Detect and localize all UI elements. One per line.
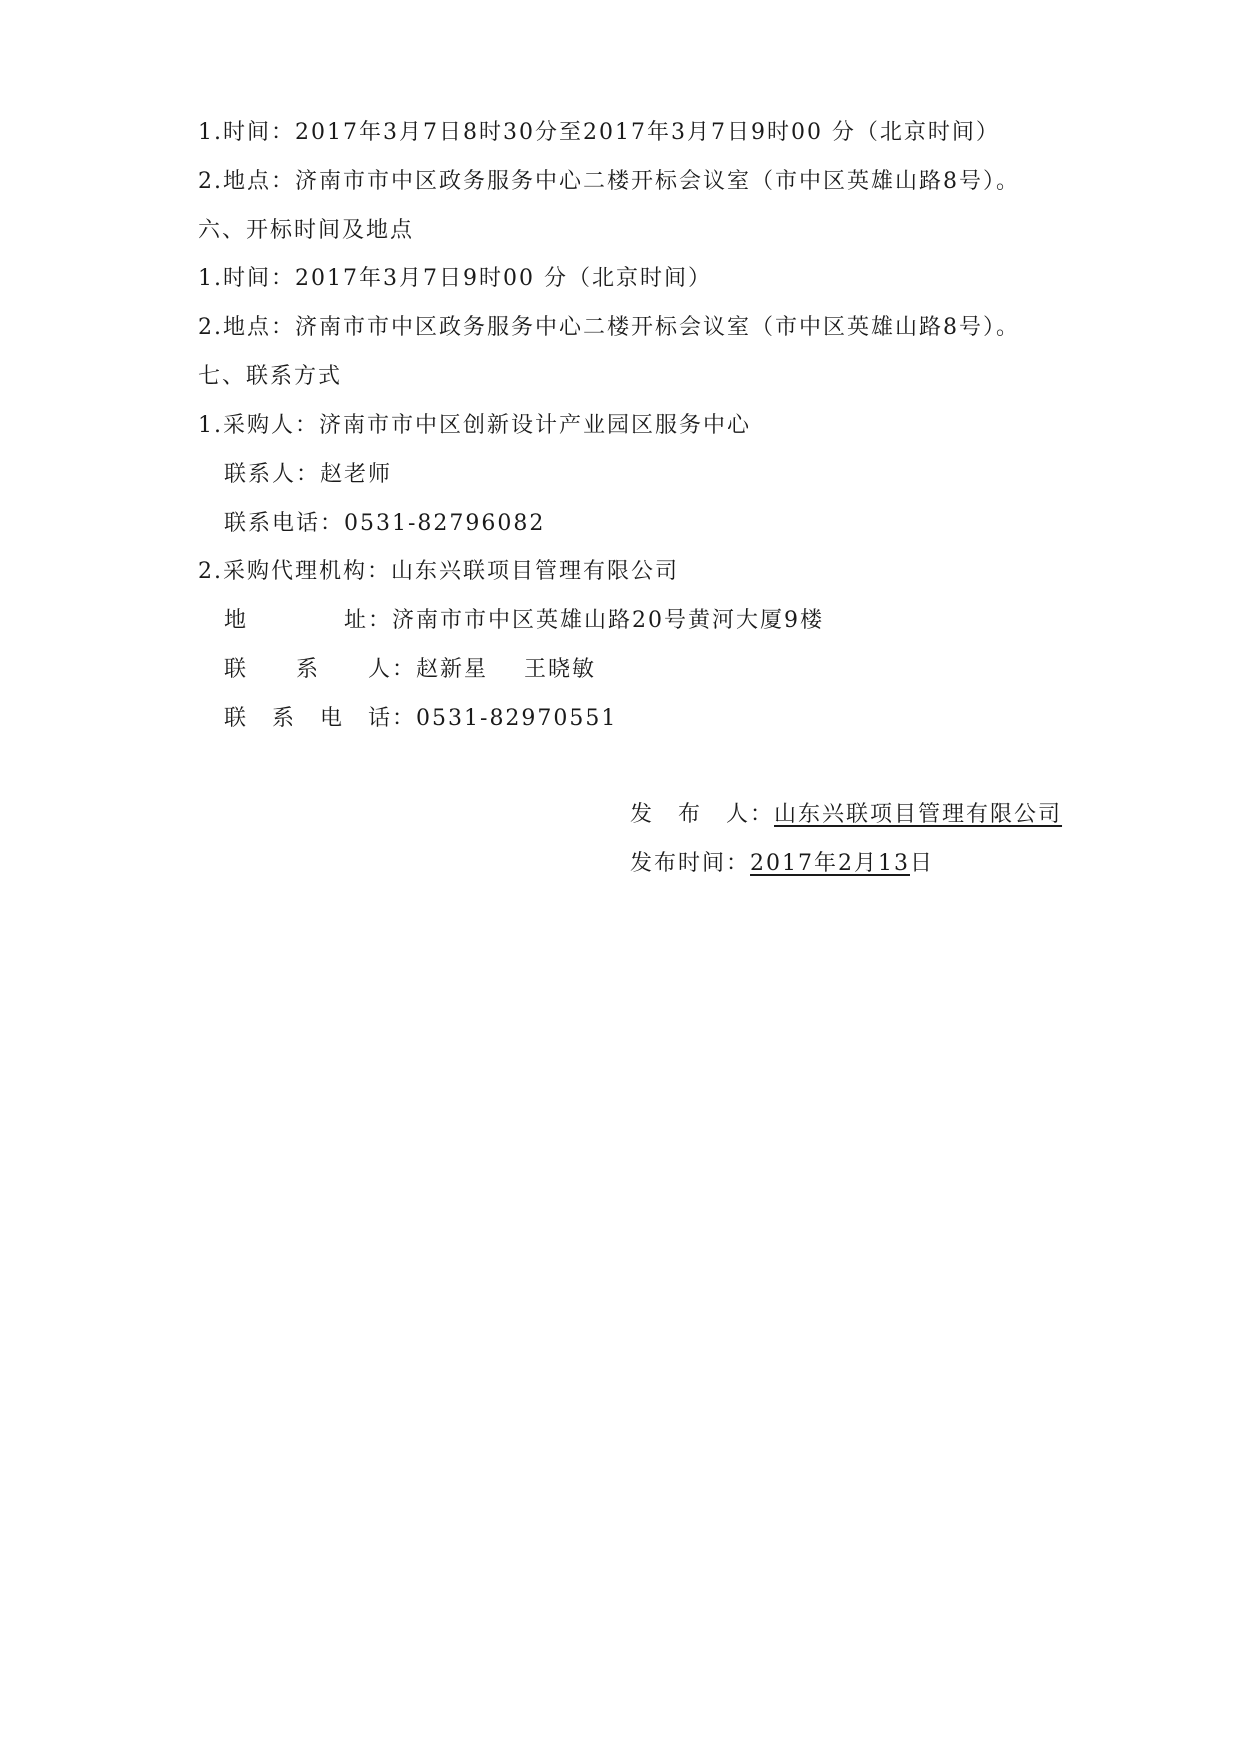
agency-contact-person (224, 655, 596, 685)
procurement-agency: 2.采购代理机构：山东兴联项目管理有限公司 (198, 559, 679, 584)
purchaser-contact-phone: 联系电话：0531-82796082 (224, 511, 546, 536)
agency-phone-value: 0531-82970551 (416, 706, 618, 731)
publish-date-value: 2017年2月13 (750, 851, 910, 876)
agency-contact-phone (224, 704, 617, 734)
publisher-label: 发 布 人： (630, 802, 775, 827)
purchaser-contact-person: 联系人：赵老师 (224, 462, 393, 487)
agency-address (224, 606, 824, 636)
purchaser: 1.采购人：济南市市中区创新设计产业园区服务中心 (198, 413, 751, 438)
publish-date-label: 发布时间： (630, 851, 751, 876)
bid-submission-time: 1.时间：2017年3月7日8时30分至2017年3月7日9时00 分（北京时间） (198, 120, 1000, 145)
bid-opening-time: 1.时间：2017年3月7日9时00 分（北京时间） (198, 266, 712, 291)
agency-contact-name-1: 赵新星 (416, 657, 489, 682)
bid-opening-location: 2.地点：济南市市中区政务服务中心二楼开标会议室（市中区英雄山路8号）。 (198, 315, 1020, 340)
agency-contact-label: 联 系 人： (224, 657, 417, 682)
bid-submission-location: 2.地点：济南市市中区政务服务中心二楼开标会议室（市中区英雄山路8号）。 (198, 169, 1020, 194)
agency-contact-name-2: 王晓敏 (524, 657, 597, 682)
agency-phone-label: 联 系 电 话： (224, 706, 417, 731)
section-heading-contact: 七、联系方式 (198, 364, 343, 389)
agency-address-label: 地 址： (224, 608, 393, 633)
publisher (630, 800, 1072, 830)
publish-date (630, 849, 934, 879)
section-heading-opening: 六、开标时间及地点 (198, 218, 415, 243)
publish-date-suffix: 日 (910, 851, 935, 876)
publisher-value: 山东兴联项目管理有限公司 (774, 802, 1063, 827)
agency-address-value: 济南市市中区英雄山路20号黄河大厦9楼 (392, 608, 825, 633)
